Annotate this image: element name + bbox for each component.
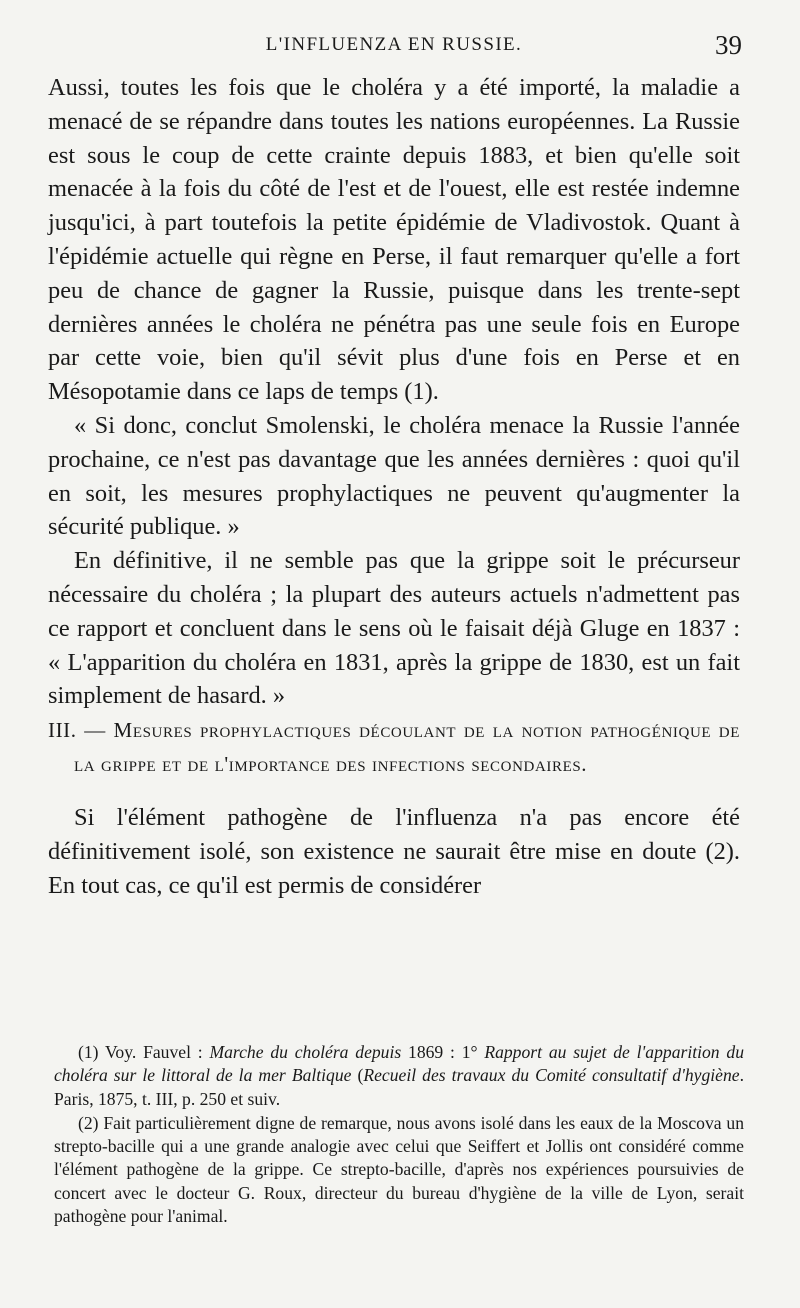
footnote-title: Marche du choléra depuis xyxy=(209,1042,402,1062)
section-heading-text: III. — Mesures prophylactiques découlant de la notion pathogénique de la grippe et de l'importance des infections secondaires. xyxy=(48,718,740,777)
footnote-text: ( xyxy=(351,1065,364,1086)
footnote-text: (1) Voy. Fauvel : xyxy=(78,1042,210,1062)
paragraph: Aussi, toutes les fois que le choléra y a été importé, la maladie a menacé de se répandre dans toutes les nations européennes. La Russie est sous le coup de cette crainte depuis 1883, et bien qu'elle soit menacée à la fois du côté de l'est et de l'ouest, elle est restée indemne jusqu'ici, à part toutefois la petite épidémie de Vladivostok. Quant à l'épidémie actuelle qui règne en Perse, il faut remarquer qu'elle a fort peu de chance de gagner la Russie, puisque dans les trente-sept dernières années le choléra ne pénétra pas une seule fois en Europe par cette voie, bien qu'il sévit plus d'une fois en Perse et en Mésopotamie dans ce laps de temps (1). xyxy=(48,74,740,406)
page-header xyxy=(48,30,742,74)
footnotes xyxy=(54,1041,744,1229)
footnote-2: (2) Fait particulièrement digne de remarque, nous avons isolé dans les eaux de la Moscova un strepto-bacille qui a une grande analogie avec celui que Seiffert et Jollis ont considéré comme l'élément pathogène de la grippe. Ce strepto-bacille, d'après nos expériences poursuivies de concert avec le docteur G. Roux, directeur du bureau d'hygiène de la ville de Lyon, serait pathogène pour l'animal. xyxy=(54,1112,744,1227)
footnote-text: 1869 : 1° xyxy=(401,1042,485,1062)
running-title: L'INFLUENZA EN RUSSIE. xyxy=(265,34,523,55)
paragraph: « Si donc, conclut Smolenski, le choléra menace la Russie l'année prochaine, ce n'est pas davantage que les années dernières : quoi qu'il en soit, les mesures prophylactiques ne peuvent qu'augmenter la sécurité publique. » xyxy=(48,411,740,541)
footnote-title: Recueil des travaux du Comité consultatif d'hygiène xyxy=(363,1065,740,1086)
footnote-1 xyxy=(54,1041,744,1111)
paragraph: Si l'élément pathogène de l'influenza n'a pas encore été définitivement isolé, son existence ne saurait être mise en doute (2). En tout cas, ce qu'il est permis de considérer xyxy=(48,804,740,899)
footnote-text: . Paris, 1875, t. III, p. 250 et suiv. xyxy=(54,1065,744,1109)
section-heading xyxy=(48,713,740,781)
page-number: 39 xyxy=(715,30,742,60)
paragraph: En définitive, il ne semble pas que la grippe soit le précurseur nécessaire du choléra ; la plupart des auteurs actuels n'admettent pas ce rapport et concluent dans le sens où le faisait déjà Gluge en 1837 : « L'apparition du choléra en 1831, après la grippe de 1830, est un fait simplement de hasard. » xyxy=(48,547,740,710)
footnote-title: Rapport au sujet de l'apparition du choléra sur le littoral de la mer Baltique xyxy=(54,1042,744,1086)
body-text xyxy=(48,71,740,903)
